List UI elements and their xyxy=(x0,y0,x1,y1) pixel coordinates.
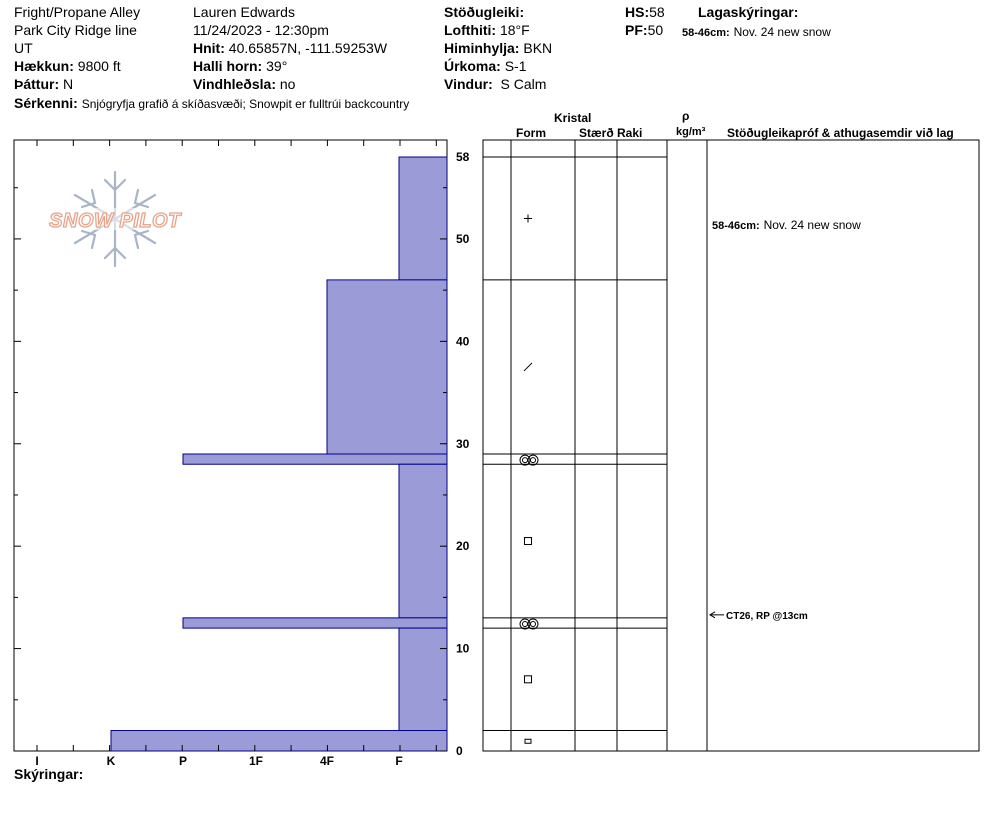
hardness-bar xyxy=(327,280,447,454)
y-tick-label: 50 xyxy=(456,231,470,246)
elevation-value: 9800 ft xyxy=(77,58,121,74)
wind-loading-label: Vindhleðsla: xyxy=(193,76,276,92)
precip-label: Úrkoma: xyxy=(444,58,501,74)
x-tick-label: P xyxy=(178,754,188,768)
hs-label: HS: xyxy=(625,4,650,20)
precip-value: S-1 xyxy=(504,58,527,74)
datetime: 11/24/2023 - 12:30pm xyxy=(193,22,329,38)
pf-label: PF: xyxy=(625,22,648,38)
layer-note-text: Nov. 24 new snow xyxy=(733,25,831,39)
features-value: Snjógryfja grafið á skíðasvæði; Snowpit er fulltrúi backcountry xyxy=(81,97,410,111)
sky-label: Himinhylja: xyxy=(444,40,520,56)
comments-header: Stöðugleikapróf & athugasemdir við lag xyxy=(727,126,954,140)
wind-value: S Calm xyxy=(500,76,547,92)
x-tick-label: K xyxy=(106,754,116,768)
hardness-bar xyxy=(111,731,447,751)
stability-label: Stöðugleiki: xyxy=(444,4,525,20)
crystal-header: Kristal xyxy=(554,111,592,125)
pf-value: 50 xyxy=(647,22,664,38)
melt-freeze-icon xyxy=(531,458,536,463)
air-temp-value: 18°F xyxy=(499,22,530,38)
hardness-bars xyxy=(111,157,447,751)
comment-text: Nov. 24 new snow xyxy=(763,218,861,232)
y-tick-label: 40 xyxy=(456,334,470,349)
state: UT xyxy=(14,40,33,56)
elevation-label: Hækkun: xyxy=(14,58,74,74)
slope-value: 39° xyxy=(266,58,288,74)
y-tick-label: 58 xyxy=(456,150,470,164)
range-name: Park City Ridge line xyxy=(14,22,137,38)
melt-freeze-icon xyxy=(523,458,528,463)
x-tick-label: F xyxy=(395,754,403,768)
density-symbol: ρ xyxy=(682,109,690,123)
wind-label: Vindur: xyxy=(444,76,493,92)
rounding-faceted-icon xyxy=(525,739,531,743)
coords-label: Hnit: xyxy=(193,40,225,56)
air-temp-label: Lofthiti: xyxy=(444,22,497,38)
y-tick-label: 10 xyxy=(456,641,470,656)
crystal-table xyxy=(483,140,979,751)
x-tick-label: 4F xyxy=(319,754,335,768)
hs-value: 58 xyxy=(649,4,665,20)
slope-label: Halli horn: xyxy=(193,58,263,74)
x-tick-label: I xyxy=(35,754,39,768)
decomposing-icon xyxy=(524,363,532,371)
y-tick-label: 0 xyxy=(456,744,463,758)
observer: Lauren Edwards xyxy=(193,4,295,20)
logo-text: SNOW PILOT xyxy=(49,210,181,232)
form-header: Form xyxy=(516,126,546,140)
features-label: Sérkenni: xyxy=(14,95,78,111)
aspect-label: Þáttur: xyxy=(14,76,60,92)
y-tick-label: 20 xyxy=(456,539,470,554)
layer-note-range: 58-46cm: xyxy=(682,27,730,39)
hardness-bar xyxy=(183,454,447,464)
comment-range: 58-46cm: xyxy=(712,220,760,232)
stability-test-marker xyxy=(710,611,808,622)
moisture-header: Raki xyxy=(617,126,643,140)
y-tick-label: 30 xyxy=(456,436,470,451)
hardness-bar xyxy=(399,157,447,280)
location-name: Fright/Propane Alley xyxy=(14,4,141,20)
x-tick-label: 1F xyxy=(248,754,264,768)
aspect-value: N xyxy=(63,76,74,92)
faceted-icon xyxy=(525,676,532,683)
density-unit: kg/m³ xyxy=(676,126,706,138)
layer-notes-label: Lagaskýringar: xyxy=(698,4,799,20)
snowpilot-logo xyxy=(40,172,190,266)
table-border xyxy=(483,140,979,751)
hardness-bar xyxy=(183,618,447,628)
melt-freeze-icon xyxy=(531,621,536,626)
sky-value: BKN xyxy=(523,40,553,56)
faceted-icon xyxy=(525,538,532,545)
wind-loading-value: no xyxy=(279,76,296,92)
notes-label: Skýringar: xyxy=(14,766,84,782)
stability-test-text: CT26, RP @13cm xyxy=(726,610,808,622)
melt-freeze-icon xyxy=(523,621,528,626)
hardness-bar xyxy=(399,628,447,730)
hardness-bar xyxy=(399,464,447,618)
size-header: Stærð xyxy=(579,126,614,140)
coords-value: 40.65857N, -111.59253W xyxy=(228,40,388,56)
